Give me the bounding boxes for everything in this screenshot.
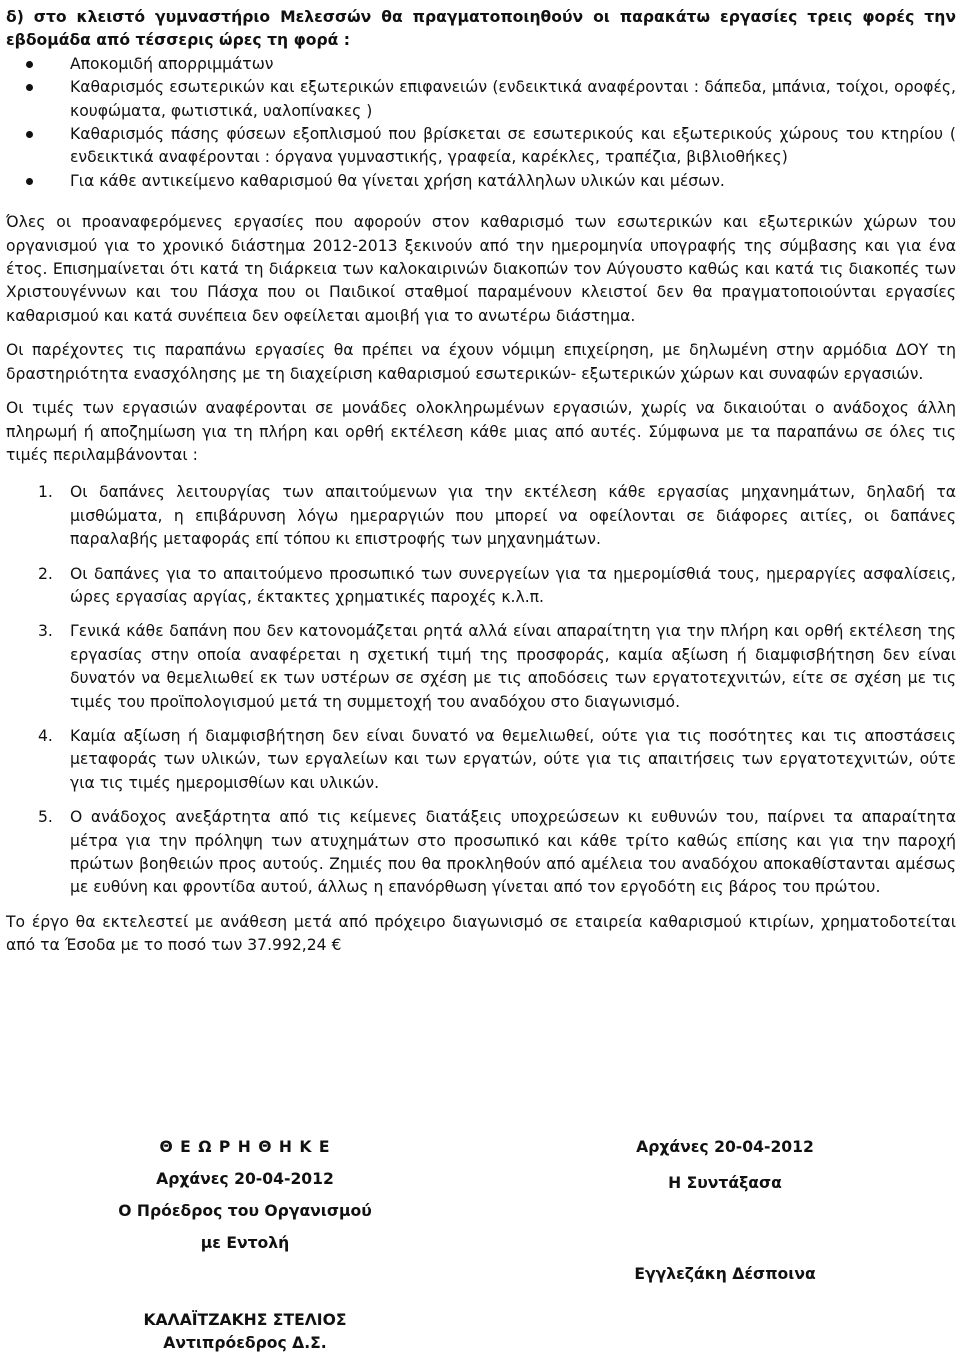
list-item: Καθαρισμός εσωτερικών και εξωτερικών επιφανειών (ενδεικτικά αναφέρονται : δάπεδα, μπάνια, τοίχοι, οροφές, κουφώματα, φωτιστικά, υαλοπίνακες ) — [6, 76, 956, 123]
numbered-list — [6, 481, 956, 900]
paragraph-prices: Οι τιμές των εργασιών αναφέρονται σε μονάδες ολοκληρωμένων εργασιών, χωρίς να δικαιούται ο ανάδοχος άλλη πληρωμή ή αποζημίωση για τη πλήρη και ορθή εκτέλεση κάθε μιας από αυτές. Σύμφωνα με τα παραπάνω σε όλες τις τιμές περιλαμβάνονται : — [6, 399, 956, 464]
signatory-title: Αντιπρόεδρος Δ.Σ. — [163, 1334, 327, 1352]
list-item: Αποκομιδή απορριμμάτων — [6, 53, 956, 76]
bullet-list — [6, 53, 956, 193]
signatory-name: Εγγλεζάκη Δέσποινα — [634, 1265, 816, 1283]
signature-role: Η Συντάξασα — [668, 1174, 782, 1192]
document-page — [6, 0, 956, 958]
list-item: 3. Γενικά κάθε δαπάνη που δεν κατονομάζεται ρητά αλλά είναι απαραίτητη για την πλήρη και ορθή εκτέλεση της εργασίας στην οποία αναφέρεται η σχετική τιμή της προσφοράς, καμία αξίωση ή διαμφισβήτηση δεν είναι δυνατόν να θεμελιωθεί εκ των υστέρων σε σχέση με τις αποδόσεις των εργατοτεχνιτών, είτε σε σχέση με τις τιμές του προϊπολογισμού μετά τη συμμετοχή του αναδόχου στο διαγωνισμό. — [38, 622, 956, 711]
section-heading: δ) στο κλειστό γυμναστήριο Μελεσσών θα πραγματοποιηθούν οι παρακάτω εργασίες τρεις φορές την εβδομάδα από τέσσερις ώρες τη φορά : — [6, 8, 956, 50]
list-item: Για κάθε αντικείμενο καθαρισμού θα γίνεται χρήση κατάλληλων υλικών και μέσων. — [6, 170, 956, 193]
signature-date: Αρχάνες 20-04-2012 — [636, 1138, 814, 1156]
bullet-icon — [26, 178, 33, 185]
paragraph-schedule: Όλες οι προαναφερόμενες εργασίες που αφορούν στον καθαρισμό των εσωτερικών και εξωτερικών χώρων του οργανισμού για το χρονικό διάστημα 2012-2013 ξεκινούν από την ημερομηνία υπογραφής της σύμβασης και για ένα έτος. Επισημαίνεται ότι κατά τη διάρκεια των καλοκαιρινών διακοπών τον Αύγουστο καθώς και κατά τις διακοπές των Χριστουγέννων και του Πάσχα που οι Παιδικοί σταθμοί παραμένουν κλειστοί δεν θα πραγματοποιούνται εργασίες καθαρισμού και κατά συνέπεια δεν οφείλεται αμοιβή για το ανωτέρω διάστημα. — [6, 213, 956, 325]
list-item: Καθαρισμός πάσης φύσεων εξοπλισμού που βρίσκεται σε εσωτερικούς και εξωτερικούς χώρους του κτηρίου ( ενδεικτικά αναφέρονται : όργανα γυμναστικής, γραφεία, καρέκλες, τραπέζια, βιβλιοθήκες) — [6, 123, 956, 170]
bullet-icon — [26, 131, 33, 138]
list-item: 1. Οι δαπάνες λειτουργίας των απαιτούμενων για την εκτέλεση κάθε εργασίας μηχανημάτων, δηλαδή τα μισθώματα, η επιβάρυνση λόγω ημεραργιών που μπορεί να οφείλονται σε διάφορες αιτίες, οι δαπάνες παραλαβής μεταφοράς επί τόπου κι επιστροφής των μηχανημάτων. — [38, 483, 956, 549]
bullet-icon — [26, 61, 33, 68]
signatory-name: ΚΑΛΑΪΤΖΑΚΗΣ ΣΤΕΛΙΟΣ — [143, 1311, 347, 1329]
signature-role: Ο Πρόεδρος του Οργανισμού — [118, 1202, 372, 1220]
signature-right — [580, 1136, 870, 1286]
paragraph-closing: Το έργο θα εκτελεστεί με ανάθεση μετά από πρόχειρο διαγωνισμό σε εταιρεία καθαρισμού κτιρίων, χρηματοδοτείται από τα Έσοδα με το ποσό των 37.992,24 € — [6, 912, 956, 955]
paragraph-contractors: Οι παρέχοντες τις παραπάνω εργασίες θα πρέπει να έχουν νόμιμη επιχείρηση, με δηλωμένη στην αρμόδια ΔΟΥ τη δραστηριότητα ενασχόλησης με τη διαχείριση καθαρισμού εσωτερικών- εξωτερικών χώρων και συναφών εργασιών. — [6, 341, 956, 383]
signature-left — [70, 1136, 420, 1355]
approved-label: Θ Ε Ω Ρ Η Θ Η Κ Ε — [159, 1138, 331, 1156]
list-item: 2. Οι δαπάνες για το απαιτούμενο προσωπικό των συνεργείων για τα ημερομίσθιά τους, ημεραργίες ασφαλίσεις, ώρες εργασίας αργίας, έκτακτες χρηματικές παροχές κ.λ.π. — [38, 564, 956, 606]
list-item: 5. Ο ανάδοχος ανεξάρτητα από τις κείμενες διατάξεις υποχρεώσεων κι ευθυνών του, παίρνει τα απαραίτητα μέτρα για την πρόληψη των ατυχημάτων στο προσωπικό και κάθε τρίτο καθώς επίσης και για την παροχή πρώτων βοηθειών προς αυτούς. Ζημιές που θα προκληθούν από αμέλεια του αναδόχου αποκαθίστανται αμέσως με ευθύνη και φροντίδα αυτού, άλλως η επανόρθωση γίνεται από τον εργοδότη εις βάρος του πρώτου. — [38, 808, 956, 897]
list-item: 4. Καμία αξίωση ή διαμφισβήτηση δεν είναι δυνατό να θεμελιωθεί, ούτε για τις ποσότητες και τις αποστάσεις μεταφοράς των υλικών, των εργαλείων και των εργατών, ούτε για τις απαιτήσεις των εργατοτεχνιτών, ούτε για τις τιμές ημερομισθίων και υλικών. — [38, 726, 956, 792]
signature-date: Αρχάνες 20-04-2012 — [156, 1170, 334, 1188]
bullet-icon — [26, 84, 33, 91]
signature-order: με Εντολή — [200, 1234, 290, 1252]
